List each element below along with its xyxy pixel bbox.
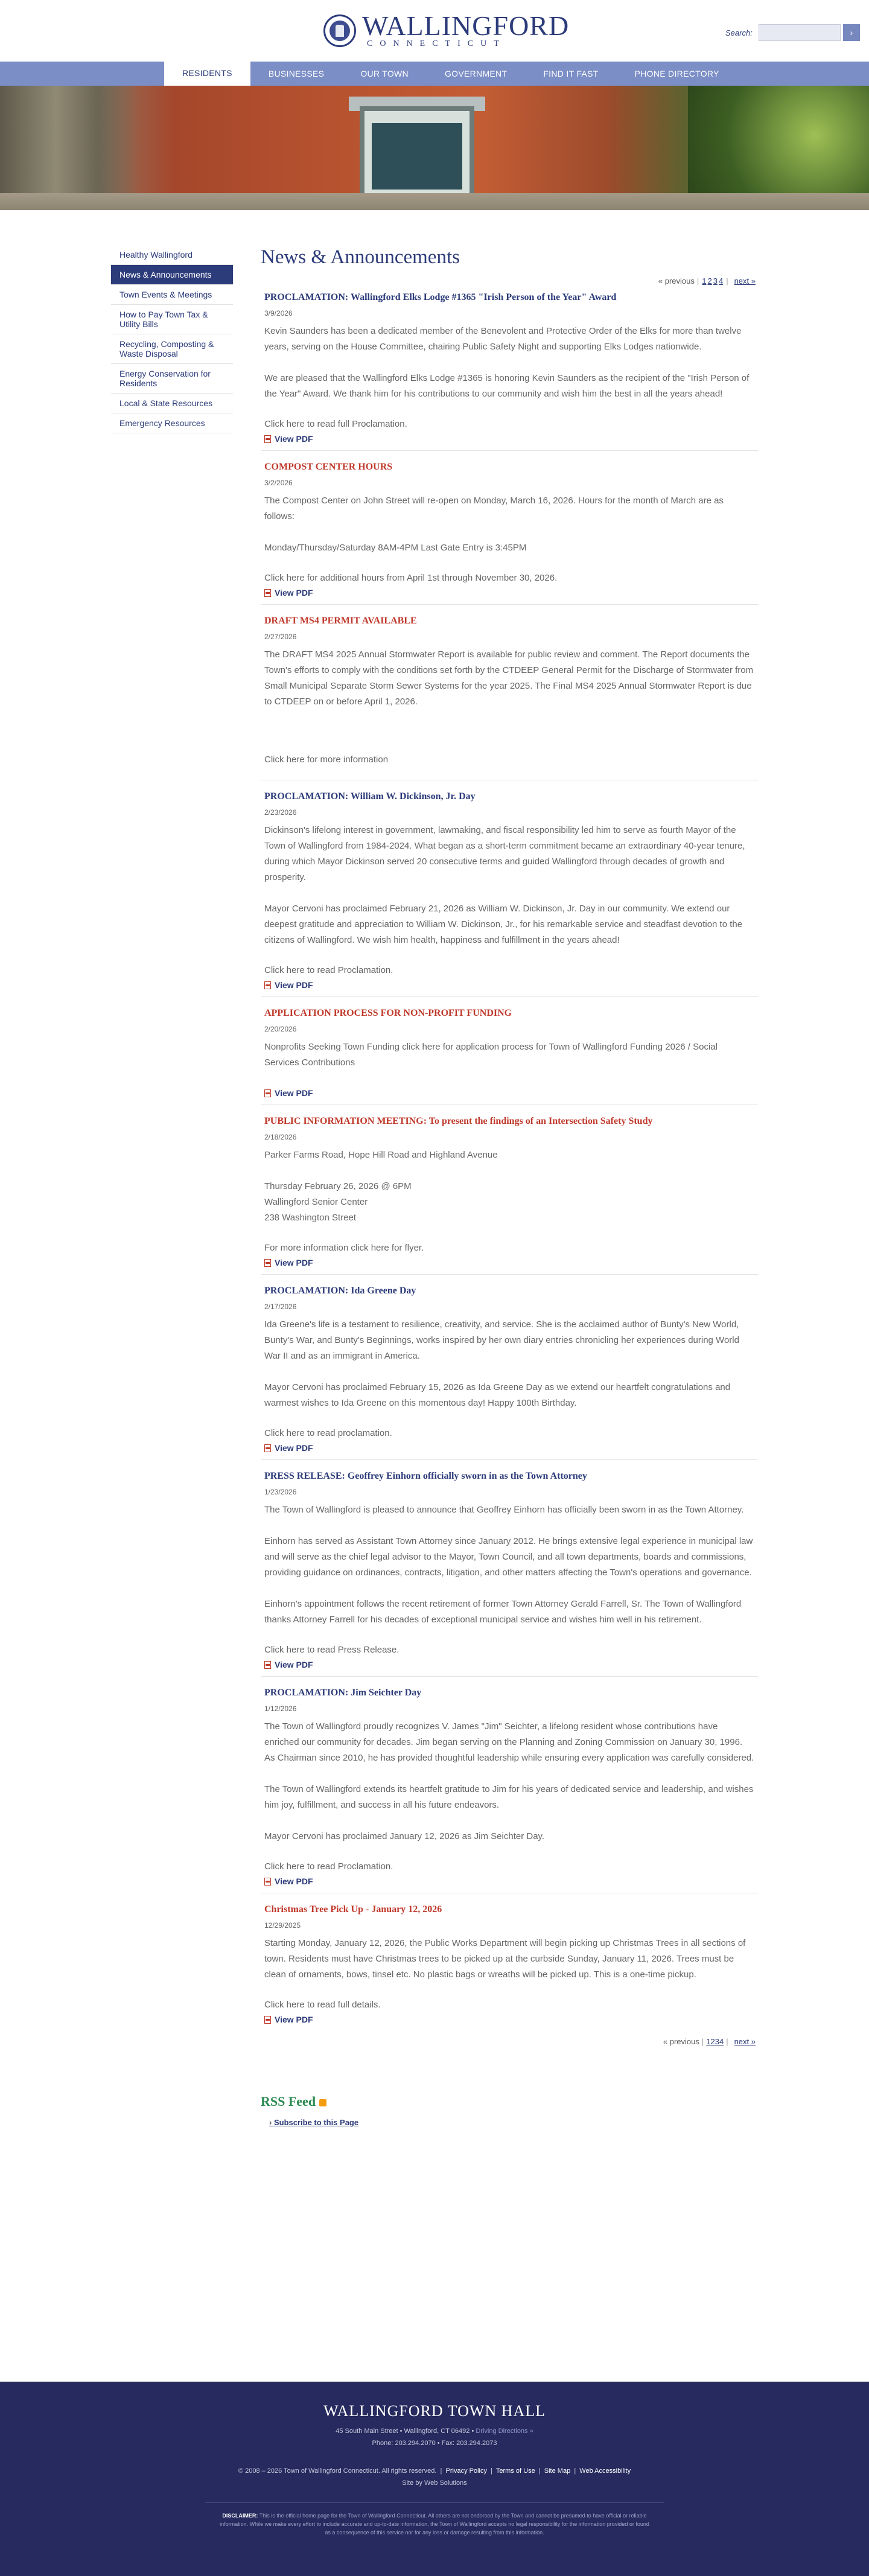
search-input[interactable] (759, 24, 841, 41)
news-date: 2/20/2026 (264, 1025, 297, 1033)
news-paragraph: Mayor Cervoni has proclaimed February 21, 2026 as William W. Dickinson, Jr. Day in our community. We extend our deepest gratitude and appreciation to William W. Dickinson, Jr., for his remarkable service and steadfast devotion to the citizens of Wallingford. We wish him health, happiness and fulfillment in the years ahead! (264, 904, 743, 945)
privacy-policy-link[interactable]: Privacy Policy (445, 2467, 487, 2475)
read-more-link[interactable]: Click here to read Proclamation. (264, 1861, 393, 1872)
footer-divider (205, 2502, 664, 2503)
news-paragraph[interactable]: Nonprofits Seeking Town Funding click here for application process for Town of Wallingford Funding 2026 / Social Services Contributions (264, 1042, 718, 1068)
sidebar-item-events[interactable]: Town Events & Meetings (111, 285, 233, 305)
search-form (725, 24, 860, 41)
pager-1[interactable]: 1 (706, 2037, 711, 2046)
read-more-link[interactable]: Click here for more information (264, 754, 389, 765)
news-paragraph: Mayor Cervoni has proclaimed February 15, 2026 as Ida Greene Day as we extend our heartfelt congratulations and warmest wishes to Ida Greene on this momentous day! Happy 100th Birthday. (264, 1382, 731, 1408)
sidebar-nav (111, 245, 233, 433)
news-item (261, 612, 758, 780)
main-nav (0, 62, 869, 86)
view-pdf-link[interactable]: View PDF (264, 1441, 754, 1455)
news-title[interactable]: COMPOST CENTER HOURS (264, 462, 393, 472)
sidebar-item-emergency[interactable]: Emergency Resources (111, 413, 233, 433)
nav-phone-directory[interactable]: PHONE DIRECTORY (634, 69, 719, 78)
rss-section (261, 2094, 758, 2127)
news-title[interactable]: APPLICATION PROCESS FOR NON-PROFIT FUNDING (264, 1008, 512, 1018)
pdf-icon (264, 1878, 271, 1886)
footer-title: WALLINGFORD TOWN HALL (323, 2402, 546, 2420)
news-item (261, 458, 758, 605)
news-paragraph: Monday/Thursday/Saturday 8AM-4PM Last Gate Entry is 3:45PM (264, 543, 527, 553)
pagination-bottom: « previous | 1234 | next » (663, 2037, 756, 2046)
site-footer (0, 2382, 869, 2576)
site-header (0, 0, 869, 62)
hero-banner-image (0, 86, 869, 210)
view-pdf-link[interactable]: View PDF (264, 1658, 754, 1671)
pdf-icon (264, 589, 271, 597)
sidebar-item-healthy-wallingford[interactable]: Healthy Wallingford (111, 245, 233, 265)
nav-find-it-fast[interactable]: FIND IT FAST (543, 69, 599, 78)
news-paragraph: Einhorn has served as Assistant Town Attorney since January 2012. He brings extensive legal experience in municipal law and will serve as the chief legal advisor to the Mayor, Town Council, and all town departments, boards and commissions, providing guidance on ordinances, contracts, litigation, and other matters affecting the Town's operations and governance. (264, 1536, 753, 1578)
news-paragraph: Einhorn's appointment follows the recent retirement of former Town Attorney Gerald Farrell, Sr. The Town of Wallingford thanks Attorney Farrell for his decades of exceptional municipal service and wishes him well in his retirement. (264, 1599, 742, 1625)
sidebar-item-recycling[interactable]: Recycling, Composting & Waste Disposal (111, 334, 233, 364)
sidebar-item-news[interactable]: News & Announcements (111, 265, 233, 285)
search-label: Search: (725, 28, 753, 37)
news-paragraph: We are pleased that the Wallingford Elks Lodge #1365 is honoring Kevin Saunders as the recipient of the "Irish Person of the Year" Award. We thank him for his contributions to our community and wish him the best in all the years ahead! (264, 373, 750, 399)
site-map-link[interactable]: Site Map (544, 2467, 571, 2475)
news-date: 3/2/2026 (264, 479, 293, 487)
footer-phone: Phone: 203.294.2070 • Fax: 203.294.2073 (372, 2440, 497, 2447)
pagination-top: « previous | 1 2 3 4 | next » (658, 276, 756, 285)
news-item (261, 788, 758, 997)
news-title[interactable]: PROCLAMATION: Jim Seichter Day (264, 1688, 422, 1698)
news-title[interactable]: PROCLAMATION: Wallingford Elks Lodge #1365 "Irish Person of the Year" Award (264, 292, 617, 302)
news-item (261, 1684, 758, 1893)
rss-title: RSS Feed (261, 2094, 316, 2109)
main-content (261, 244, 758, 2127)
logo-subtitle: CONNECTICUT (367, 39, 506, 48)
pager-4[interactable]: 4 (718, 276, 724, 285)
news-title[interactable]: PRESS RELEASE: Geoffrey Einhorn officially sworn in as the Town Attorney (264, 1471, 587, 1481)
pager-2[interactable]: 2 (710, 2037, 715, 2046)
read-more-link[interactable]: Click here to read full details. (264, 2000, 381, 2010)
news-date: 12/29/2025 (264, 1921, 301, 1930)
pdf-icon (264, 1259, 271, 1267)
view-pdf-link[interactable]: View PDF (264, 432, 754, 445)
view-pdf-link[interactable]: View PDF (264, 586, 754, 599)
read-more-link[interactable]: Click here for additional hours from April 1st through November 30, 2026. (264, 573, 558, 583)
read-more-link[interactable]: Click here to read proclamation. (264, 1428, 392, 1438)
pager-1[interactable]: 1 (702, 276, 707, 285)
page-title: News & Announcements (261, 246, 460, 268)
pager-prev[interactable]: « previous (663, 2037, 699, 2046)
news-paragraph: The Compost Center on John Street will re-open on Monday, March 16, 2026. Hours for the month of March are as follows: (264, 496, 724, 521)
news-title[interactable]: PROCLAMATION: Ida Greene Day (264, 1286, 416, 1296)
view-pdf-link[interactable]: View PDF (264, 978, 754, 992)
view-pdf-link[interactable]: View PDF (264, 1086, 754, 1100)
news-paragraph: The Town of Wallingford proudly recognizes V. James "Jim" Seichter, a lifelong resident whose contributions have enriched our community for decades. Jim began serving on the Planning and Zoning Commission on January 30, 1996. As Chairman since 2010, he has provided thoughtful leadership while ensuring every application was carefully considered. (264, 1721, 754, 1763)
news-paragraph: Dickinson's lifelong interest in government, lawmaking, and fiscal responsibility led him to serve as fourth Mayor of the Town of Wallingford from 1984-2024. What began as a short-term commitment became an extraordinary 40-year tenure, during which Mayor Dickinson served 20 consecutive terms and guided Wallingford through decades of growth and prosperity. (264, 825, 745, 882)
pager-2[interactable]: 2 (707, 276, 712, 285)
view-pdf-link[interactable]: View PDF (264, 1256, 754, 1269)
footer-disclaimer: DISCLAIMER: This is the official home page for the Town of Wallingford Connecticut. All others are not endorsed by the Town and cannot be presumed to have official or reliable information. While we make every effort to include accurate and up-to-date information, the Town of Wallingford accepts no legal responsibility for the information provided or found as a consequence of this service nor for any loss or damage resulting from this information. (220, 2513, 649, 2536)
read-more-link[interactable]: Click here to read Press Release. (264, 1645, 399, 1655)
pdf-icon (264, 1089, 271, 1097)
news-date: 2/17/2026 (264, 1302, 297, 1311)
rss-icon[interactable] (319, 2099, 326, 2106)
news-item (261, 1004, 758, 1105)
news-title[interactable]: PUBLIC INFORMATION MEETING: To present the findings of an Intersection Safety Study (264, 1116, 653, 1126)
view-pdf-link[interactable]: View PDF (264, 2013, 754, 2026)
logo-title: WALLINGFORD (362, 10, 570, 41)
news-line: Thursday February 26, 2026 @ 6PM (264, 1181, 412, 1191)
news-paragraph: Starting Monday, January 12, 2026, the Public Works Department will begin picking up Christmas Trees in all sections of town. Residents must have Christmas trees to be picked up at the curbside Sunday, January 11, 2026. Trees must be clean of ornaments, bows, tinsel etc. No plastic bags or wreaths will be picked up. This is a one-time pickup. (264, 1938, 746, 1980)
news-date: 1/12/2026 (264, 1704, 297, 1713)
news-paragraph: Parker Farms Road, Hope Hill Road and Highland Avenue (264, 1150, 498, 1160)
news-item (261, 1112, 758, 1275)
footer-address: 45 South Main Street • Wallingford, CT 06492 • Driving Directions » (336, 2428, 533, 2435)
news-item (261, 289, 758, 451)
pdf-icon (264, 1444, 271, 1452)
nav-our-town[interactable]: OUR TOWN (360, 69, 409, 78)
accessibility-link[interactable]: Web Accessibility (579, 2467, 631, 2475)
news-date: 2/27/2026 (264, 633, 297, 641)
news-item (261, 1467, 758, 1677)
pdf-icon (264, 981, 271, 989)
pager-4[interactable]: 4 (719, 2037, 724, 2046)
news-title[interactable]: Christmas Tree Pick Up - January 12, 2026 (264, 1904, 442, 1914)
read-more-link[interactable]: For more information click here for flyer. (264, 1243, 424, 1253)
town-seal-icon (323, 14, 356, 47)
footer-copyright: © 2008 – 2026 Town of Wallingford Connecticut. All rights reserved. | Privacy Policy | Terms of Use | Site Map | Web Accessibility (238, 2467, 631, 2475)
pager-3[interactable]: 3 (713, 276, 718, 285)
news-date: 3/9/2026 (264, 309, 293, 317)
pager-next[interactable]: next » (734, 2037, 756, 2046)
news-line: 238 Washington Street (264, 1213, 357, 1223)
nav-government[interactable]: GOVERNMENT (444, 69, 508, 78)
sidebar-item-energy[interactable]: Energy Conservation for Residents (111, 364, 233, 394)
pdf-icon (264, 435, 271, 443)
news-date: 1/23/2026 (264, 1488, 297, 1496)
read-more-link[interactable]: Click here to read full Proclamation. (264, 419, 407, 429)
news-title[interactable]: PROCLAMATION: William W. Dickinson, Jr. Day (264, 791, 476, 802)
pager-prev[interactable]: « previous (658, 276, 695, 285)
pdf-icon (264, 2016, 271, 2024)
pager-3[interactable]: 3 (715, 2037, 719, 2046)
site-logo[interactable] (323, 11, 569, 51)
pdf-icon (264, 1661, 271, 1669)
subscribe-link[interactable]: › Subscribe to this Page (269, 2118, 758, 2127)
news-item (261, 1282, 758, 1460)
news-date: 2/18/2026 (264, 1133, 297, 1141)
view-pdf-link[interactable]: View PDF (264, 1875, 754, 1888)
news-paragraph: Kevin Saunders has been a dedicated member of the Benevolent and Protective Order of the Elks for more than twelve years, serving on the House Committee, chairing Public Safety Night and supporting Elks Lodges nationwide. (264, 326, 742, 352)
news-paragraph: The Town of Wallingford is pleased to announce that Geoffrey Einhorn has officially been sworn in as the Town Attorney. (264, 1505, 744, 1515)
news-paragraph: Mayor Cervoni has proclaimed January 12, 2026 as Jim Seichter Day. (264, 1831, 545, 1841)
search-go-button[interactable]: › (843, 24, 860, 41)
news-line: Wallingford Senior Center (264, 1197, 368, 1207)
news-paragraph: The DRAFT MS4 2025 Annual Stormwater Report is available for public review and comment. The Report documents the Town's efforts to comply with the conditions set forth by the CTDEEP General Permit for the Discharge of Stormwater from Small Municipal Separate Storm Sewer Systems for the year 2025. The Final MS4 2025 Annual Stormwater Report is due to CTDEEP on or before April 1, 2026. (264, 649, 754, 707)
news-item (261, 1901, 758, 2031)
nav-residents[interactable]: RESIDENTS (164, 61, 250, 86)
news-paragraph: The Town of Wallingford extends its heartfelt gratitude to Jim for his years of dedicated service and leadership, and wishes him joy, fulfillment, and success in all his future endeavors. (264, 1784, 754, 1810)
news-title[interactable]: DRAFT MS4 PERMIT AVAILABLE (264, 616, 417, 626)
driving-directions-link[interactable]: Driving Directions » (476, 2428, 533, 2435)
sidebar-item-pay-bills[interactable]: How to Pay Town Tax & Utility Bills (111, 305, 233, 334)
news-paragraph: Ida Greene's life is a testament to resilience, creativity, and service. She is the acclaimed author of Bunty's New World, Bunty's War, and Bunty's Beginnings, works inspired by her own diary entries chronicling her experiences during World War II and as an immigrant in America. (264, 1319, 739, 1361)
pager-next[interactable]: next » (734, 276, 756, 285)
site-by-link[interactable]: Site by Web Solutions (402, 2479, 467, 2487)
sidebar-item-resources[interactable]: Local & State Resources (111, 394, 233, 413)
terms-link[interactable]: Terms of Use (495, 2467, 535, 2475)
read-more-link[interactable]: Click here to read Proclamation. (264, 965, 393, 975)
nav-businesses[interactable]: BUSINESSES (268, 69, 325, 78)
news-date: 2/23/2026 (264, 808, 297, 817)
